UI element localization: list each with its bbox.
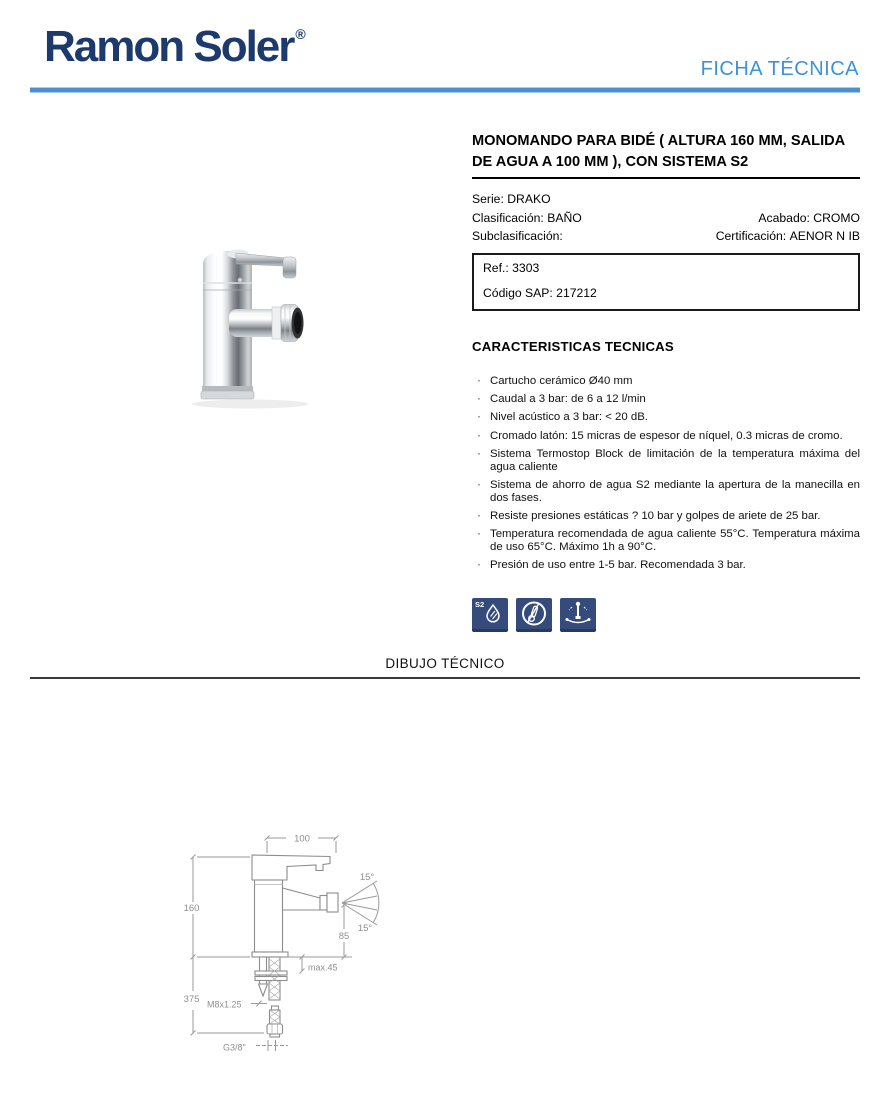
product-title: MONOMANDO PARA BIDÉ ( ALTURA 160 MM, SALIDA DE AGUA A 100 MM ), CON SISTEMA S2	[472, 133, 845, 170]
dim-85-label: 85	[338, 931, 350, 942]
s2-label: S2	[475, 599, 485, 609]
list-item: · Nivel acústico a 3 bar: < 20 dB.	[490, 411, 860, 424]
termostop-block-icon	[516, 598, 552, 629]
brand-text: Ramon Soler	[44, 22, 294, 71]
s2-water-saving-badge	[472, 598, 508, 632]
doc-type-label: FICHA TÉCNICA	[700, 58, 859, 80]
ref-label: Ref.:	[483, 261, 509, 275]
subclasificacion-row	[472, 229, 860, 243]
acabado-label: Acabado:	[758, 210, 810, 225]
subclasificacion-label: Subclasificación:	[472, 229, 563, 243]
certificacion-value: AENOR N IB	[789, 229, 860, 243]
acabado-value: CROMO	[813, 210, 860, 225]
list-item: · Temperatura recomendada de agua caliente 55°C. Temperatura máxima de uso 65°C. Máximo 1h a 90°C.	[490, 528, 860, 554]
title-rule	[472, 177, 860, 179]
dim-100-label: 100	[294, 833, 310, 845]
dim-375-label: 375	[183, 994, 200, 1005]
serie-value: DRAKO	[507, 192, 551, 206]
list-item: · Caudal a 3 bar: de 6 a 12 l/min	[490, 393, 860, 406]
list-item: · Sistema de ahorro de agua S2 mediante la apertura de la manecilla en dos fases.	[490, 479, 860, 505]
product-info	[472, 131, 860, 632]
product-meta	[472, 192, 860, 243]
codigo-sap-value: 217212	[556, 286, 597, 300]
dim-thread-label: M8x1.25	[207, 999, 242, 1010]
two-phase-lever-icon	[560, 598, 596, 629]
list-item: · Sistema Termostop Block de limitación de la temperatura máxima del agua caliente	[490, 448, 860, 474]
technical-drawing	[170, 810, 650, 1080]
dibujo-rule	[30, 677, 860, 679]
faucet-illustration	[192, 250, 308, 409]
clasificacion-label: Clasificación:	[472, 210, 544, 225]
list-item: · Cromado latón: 15 micras de espesor de níquel, 0.3 micras de cromo.	[490, 430, 860, 443]
header-rule	[30, 87, 860, 93]
ref-value: 3303	[512, 261, 540, 275]
reference-box	[472, 253, 860, 311]
codigo-sap-label: Código SAP:	[483, 286, 553, 300]
certificacion-label: Certificación:	[715, 229, 787, 243]
list-item: · Resiste presiones estáticas ? 10 bar y golpes de ariete de 25 bar.	[490, 510, 860, 523]
caracteristicas-list	[472, 375, 860, 572]
faucet-outline	[252, 855, 338, 1037]
dim-160-label: 160	[183, 903, 200, 914]
caracteristicas-heading: CARACTERISTICAS TECNICAS	[472, 339, 674, 354]
list-item: · Cartucho cerámico Ø40 mm	[490, 375, 860, 388]
feature-badges	[472, 598, 860, 632]
list-item: · Presión de uso entre 1-5 bar. Recomendada 3 bar.	[490, 559, 860, 572]
dibujo-heading: DIBUJO TÉCNICO	[385, 656, 505, 671]
product-photo	[150, 233, 370, 411]
dim-max45-label: max.45	[308, 962, 338, 973]
dim-connection-label: G3/8"	[223, 1042, 246, 1053]
termostop-badge	[516, 598, 552, 632]
brand-logo	[44, 22, 306, 72]
dim-angle-bottom-label: 15°	[357, 923, 373, 934]
clasificacion-row	[472, 211, 860, 225]
registered-mark: ®	[295, 26, 306, 42]
dim-angle-top-label: 15°	[359, 872, 375, 883]
lever-handle	[236, 253, 286, 266]
clasificacion-value: BAÑO	[547, 210, 582, 225]
serie-row	[472, 192, 860, 206]
two-phase-lever-badge	[560, 598, 596, 632]
water-drop-icon	[472, 598, 508, 629]
serie-label: Serie:	[472, 192, 504, 206]
